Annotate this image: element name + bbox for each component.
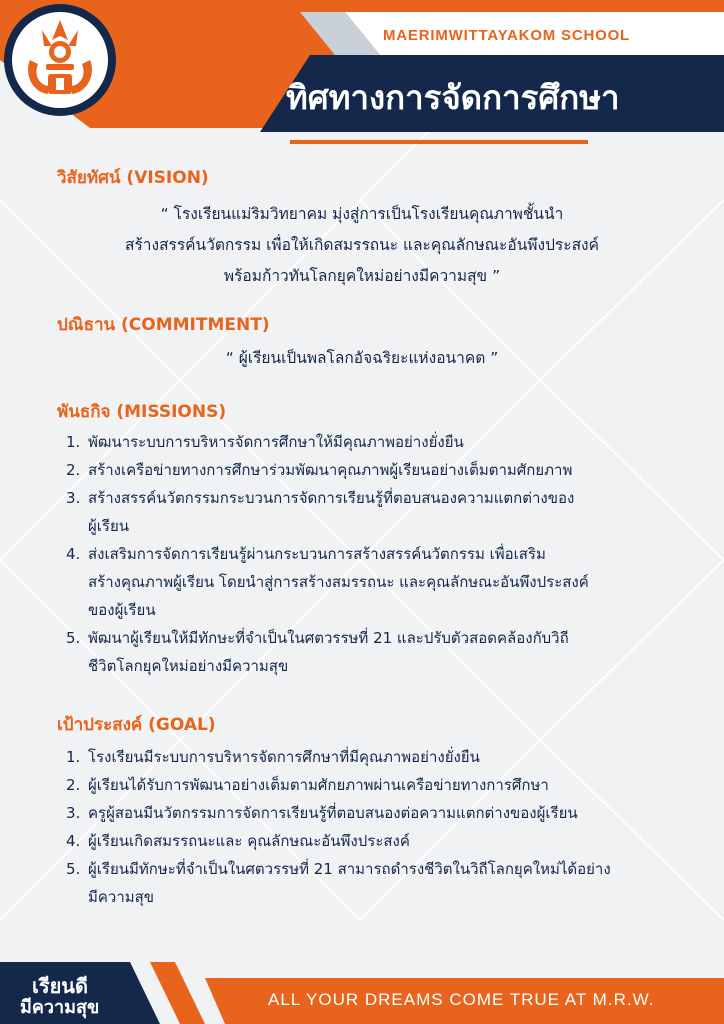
- list-item-number: 5.: [66, 860, 81, 878]
- list-item-number: 1.: [66, 748, 81, 766]
- list-item-text: [88, 827, 696, 855]
- goals-heading: เป้าประสงค์ (GOAL): [57, 715, 216, 735]
- list-item-number: 2.: [66, 776, 81, 794]
- list-item-text: [88, 743, 696, 771]
- list-item: [66, 743, 696, 771]
- list-item-line: พัฒนาระบบการบริหารจัดการศึกษาให้มีคุณภาพอย่างยั่งยืน: [88, 433, 464, 451]
- list-item-line: พัฒนาผู้เรียนให้มีทักษะที่จำเป็นในศตวรรษที่ 21 และปรับตัวสอดคล้องกับวิถี: [88, 629, 569, 647]
- list-item-text: [88, 540, 696, 624]
- list-item-text: [88, 799, 696, 827]
- list-item-line: ผู้เรียนเกิดสมรรถนะและ คุณลักษณะอันพึงประสงค์: [88, 832, 410, 850]
- list-item-text: [88, 855, 696, 911]
- list-item: [66, 799, 696, 827]
- badge-line: มีความสุข: [20, 997, 100, 1018]
- commitment-heading: ปณิธาน (COMMITMENT): [57, 315, 270, 335]
- school-emblem-icon: [2, 2, 118, 118]
- missions-list: [66, 428, 696, 680]
- footer-badge: [14, 970, 126, 1016]
- page-title: ทิศทางการจัดการศึกษา: [286, 78, 620, 117]
- school-name: MAERIMWITTAYAKOM SCHOOL: [383, 27, 631, 44]
- missions-heading: พันธกิจ (MISSIONS): [57, 402, 227, 422]
- goals-list: [66, 743, 696, 911]
- list-item-number: 3.: [66, 804, 81, 822]
- list-item-number: 2.: [66, 461, 81, 479]
- list-item-line: สร้างสรรค์นวัตกรรมกระบวนการจัดการเรียนรู้ที่ตอบสนองความแตกต่างของ: [88, 489, 575, 507]
- list-item-text: [88, 456, 696, 484]
- list-item-line: ครูผู้สอนมีนวัตกรรมการจัดการเรียนรู้ที่ตอบสนองต่อความแตกต่างของผู้เรียน: [88, 804, 578, 822]
- vision-heading: วิสัยทัศน์ (VISION): [57, 168, 209, 188]
- list-item-line: สร้างเครือข่ายทางการศึกษาร่วมพัฒนาคุณภาพผู้เรียนอย่างเต็มตามศักยภาพ: [88, 461, 573, 479]
- list-item: [66, 827, 696, 855]
- list-item-number: 1.: [66, 433, 81, 451]
- list-item: [66, 771, 696, 799]
- list-item-line: ชีวิตโลกยุคใหม่อย่างมีความสุข: [88, 657, 289, 675]
- list-item-number: 4.: [66, 545, 81, 563]
- list-item: [66, 456, 696, 484]
- list-item-line: สร้างคุณภาพผู้เรียน โดยนำสู่การสร้างสมรรถนะ และคุณลักษณะอันพึงประสงค์: [88, 573, 589, 591]
- list-item-line: ของผู้เรียน: [88, 601, 156, 619]
- list-item-line: โรงเรียนมีระบบการบริหารจัดการศึกษาที่มีคุณภาพอย่างยั่งยืน: [88, 748, 480, 766]
- list-item: [66, 624, 696, 680]
- commitment-text: “ ผู้เรียนเป็นพลโลกอัจฉริยะแห่งอนาคต ”: [225, 349, 499, 367]
- list-item-text: [88, 624, 696, 680]
- list-item: [66, 428, 696, 456]
- list-item-line: ส่งเสริมการจัดการเรียนรู้ผ่านกระบวนการสร้างสรรค์นวัตกรรม เพื่อเสริม: [88, 545, 546, 563]
- list-item-text: [88, 428, 696, 456]
- list-item-number: 4.: [66, 832, 81, 850]
- list-item-line: ผู้เรียน: [88, 517, 130, 535]
- list-item-text: [88, 771, 696, 799]
- list-item: [66, 540, 696, 624]
- title-underline: [290, 140, 588, 144]
- vision-line: พร้อมก้าวทันโลกยุคใหม่อย่างมีความสุข ”: [223, 267, 501, 285]
- list-item-number: 5.: [66, 629, 81, 647]
- list-item: [66, 855, 696, 911]
- list-item-number: 3.: [66, 489, 81, 507]
- badge-line: เรียนดี: [32, 974, 88, 998]
- list-item-line: ผู้เรียนได้รับการพัฒนาอย่างเต็มตามศักยภาพผ่านเครือข่ายทางการศึกษา: [88, 776, 549, 794]
- list-item-text: [88, 484, 696, 540]
- vision-line: สร้างสรรค์นวัตกรรม เพื่อให้เกิดสมรรถนะ และคุณลักษณะอันพึงประสงค์: [125, 236, 599, 254]
- list-item: [66, 484, 696, 540]
- list-item-line: มีความสุข: [88, 888, 155, 906]
- footer-slogan: ALL YOUR DREAMS COME TRUE AT M.R.W.: [268, 990, 655, 1009]
- vision-line: “ โรงเรียนแม่ริมวิทยาคม มุ่งสู่การเป็นโรงเรียนคุณภาพชั้นนำ: [160, 205, 564, 223]
- list-item-line: ผู้เรียนมีทักษะที่จำเป็นในศตวรรษที่ 21 สามารถดำรงชีวิตในวิถีโลกยุคใหม่ได้อย่าง: [88, 860, 611, 878]
